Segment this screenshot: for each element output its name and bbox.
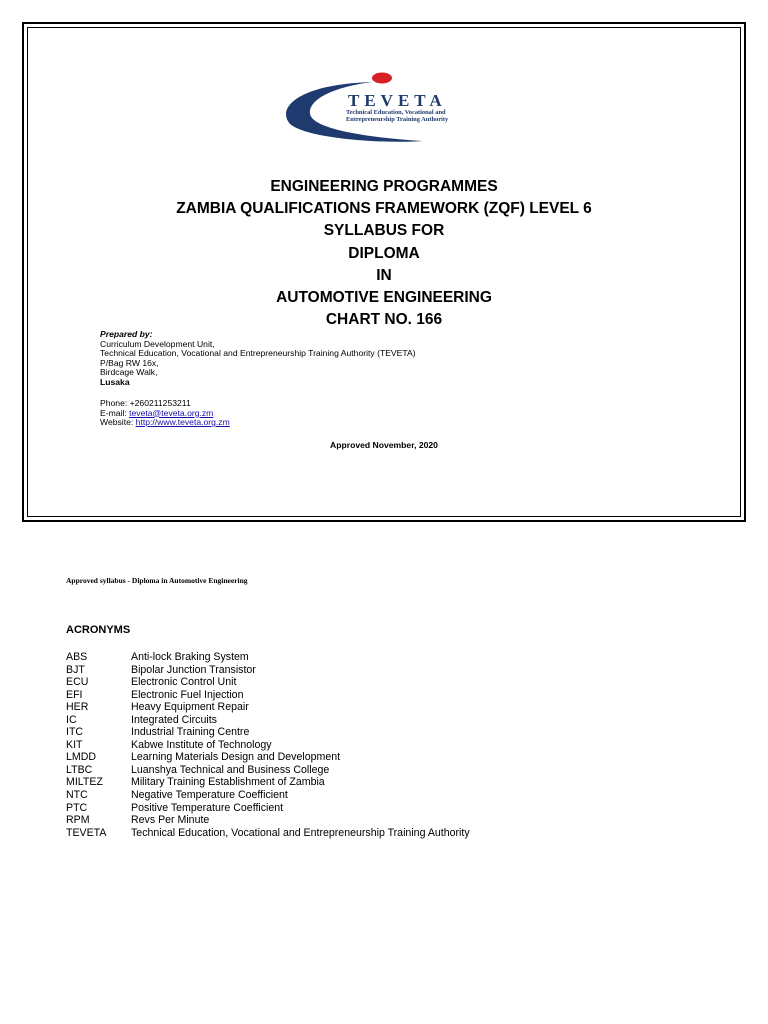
running-header: Approved syllabus - Diploma in Automotive Engineering — [66, 576, 248, 585]
acronym-row — [66, 689, 470, 702]
acronym-abbr: BJT — [66, 663, 85, 676]
acronym-meaning: Electronic Control Unit — [131, 676, 237, 689]
acronym-abbr: HER — [66, 701, 89, 714]
title-line: IN — [376, 266, 392, 284]
email-link[interactable]: teveta@teveta.org.zm — [129, 407, 214, 418]
logo-tagline-2: Entrepreneurship Training Authority — [346, 116, 449, 123]
acronym-row — [66, 814, 470, 827]
title-line: SYLLABUS FOR — [323, 222, 445, 240]
acronym-row — [66, 764, 470, 777]
email-label: E-mail: — [100, 407, 130, 418]
teveta-logo — [278, 68, 528, 146]
acronym-meaning: Integrated Circuits — [131, 713, 217, 726]
acronym-row — [66, 651, 470, 664]
acronym-abbr: MILTEZ — [66, 776, 103, 789]
acronym-row — [66, 701, 470, 714]
acronym-row — [66, 802, 470, 815]
approval-date: Approved November, 2020 — [330, 440, 438, 450]
acronym-meaning: Bipolar Junction Transistor — [131, 663, 256, 676]
phone-label: Phone: — [100, 398, 130, 408]
acronym-abbr: KIT — [66, 738, 83, 751]
acronym-meaning: Luanshya Technical and Business College — [131, 763, 330, 776]
website-link[interactable]: http://www.teveta.org.zm — [135, 417, 230, 427]
acronym-row — [66, 827, 470, 840]
logo-tagline-1: Technical Education, Vocational and — [346, 109, 446, 116]
address-line: Birdcage Walk, — [100, 367, 158, 377]
address-city: Lusaka — [100, 376, 130, 387]
acronym-abbr: IC — [66, 713, 77, 726]
title-line: AUTOMOTIVE ENGINEERING — [276, 289, 492, 307]
acronyms-list — [66, 651, 470, 839]
acronym-meaning: Revs Per Minute — [131, 814, 210, 827]
website-line — [100, 418, 230, 428]
acronym-abbr: TEVETA — [66, 826, 107, 839]
phone-number: +260211253211 — [129, 398, 191, 408]
acronym-row — [66, 789, 470, 802]
acronym-row — [66, 676, 470, 689]
acronym-abbr: LTBC — [66, 763, 93, 776]
acronym-row — [66, 664, 470, 677]
address-line: Technical Education, Vocational and Entrepreneurship Training Authority (TEVETA) — [100, 348, 416, 358]
acronym-abbr: PTC — [66, 801, 88, 814]
acronym-row — [66, 726, 470, 739]
acronym-meaning: Negative Temperature Coefficient — [131, 789, 288, 802]
acronym-meaning: Industrial Training Centre — [131, 726, 250, 739]
address-line: Curriculum Development Unit, — [100, 338, 215, 349]
acronym-abbr: EFI — [66, 688, 83, 701]
acronym-abbr: ITC — [66, 726, 84, 739]
title-line: ZAMBIA QUALIFICATIONS FRAMEWORK (ZQF) LEVEL 6 — [176, 200, 592, 218]
prepared-by-block — [100, 330, 416, 387]
acronym-row — [66, 776, 470, 789]
acronym-row — [66, 714, 470, 727]
acronym-row — [66, 739, 470, 752]
acronym-abbr: ABS — [66, 651, 88, 663]
acronym-meaning: Electronic Fuel Injection — [131, 688, 244, 701]
acronym-abbr: LMDD — [66, 751, 97, 764]
website-label: Website: — [100, 417, 136, 427]
acronym-meaning: Heavy Equipment Repair — [131, 701, 249, 714]
title-line: DIPLOMA — [348, 244, 420, 262]
acronym-meaning: Learning Materials Design and Development — [131, 751, 341, 764]
cover-page-frame — [22, 22, 746, 522]
acronym-meaning: Anti-lock Braking System — [131, 651, 249, 663]
title-line: ENGINEERING PROGRAMMES — [270, 178, 498, 195]
acronym-meaning: Military Training Establishment of Zambia — [131, 776, 325, 789]
acronym-abbr: NTC — [66, 789, 88, 802]
prepared-by-label: Prepared by: — [100, 329, 153, 339]
title-line: CHART NO. 166 — [325, 311, 443, 329]
contact-block — [100, 399, 230, 428]
address-line: P/Bag RW 16x, — [100, 357, 159, 368]
acronyms-heading: ACRONYMS — [66, 624, 131, 636]
acronym-abbr: RPM — [66, 814, 90, 827]
acronym-meaning: Technical Education, Vocational and Entrepreneurship Training Authority — [131, 826, 470, 839]
document-title — [24, 176, 744, 331]
logo-wordmark: TEVETA — [348, 91, 447, 110]
acronym-abbr: ECU — [66, 676, 89, 689]
acronym-meaning: Positive Temperature Coefficient — [131, 801, 284, 814]
acronym-row — [66, 751, 470, 764]
acronym-meaning: Kabwe Institute of Technology — [131, 738, 272, 751]
